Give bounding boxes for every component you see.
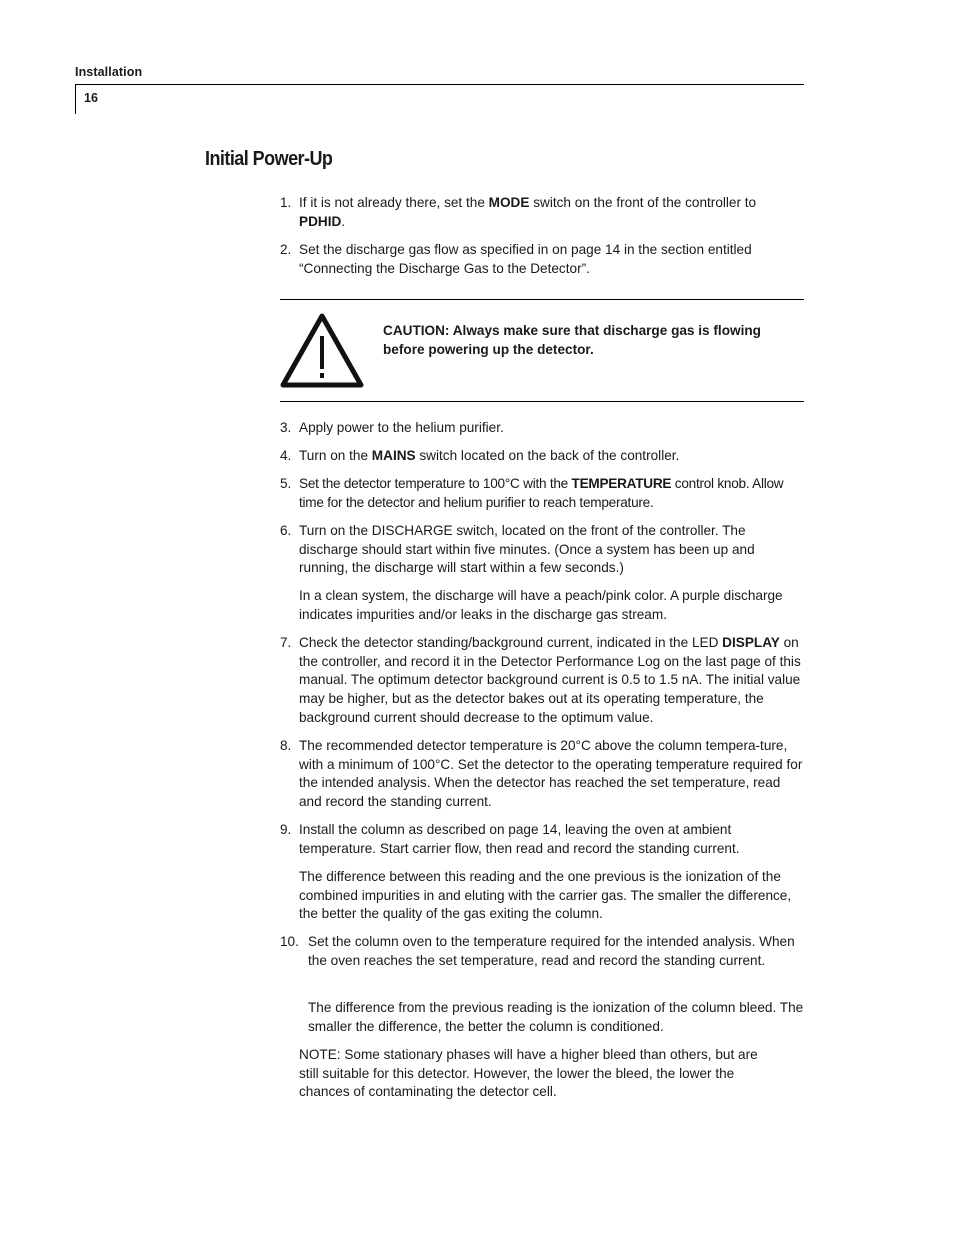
paragraph-impurities: The difference between this reading and the one previous is the ionization of the combined impurities in and eluting with the carrier gas. The smaller the difference, the better the quality of the gas exiting the column.	[299, 869, 792, 922]
list-text: Set the discharge gas flow as specified in on page 14 in the section entitled “Connecting the Discharge Gas to the Detector”.	[299, 242, 752, 276]
list-text: Turn on the DISCHARGE switch, located on the front of the controller. The discharge should start within five minutes. (Once a system has been up and running, the discharge will start within a few seconds.)	[299, 523, 755, 576]
list-text: If it is not already there, set the MODE switch on the front of the controller to PDHID.	[299, 195, 757, 229]
header-rule	[75, 84, 804, 85]
list-number: 9.	[280, 822, 292, 837]
list-text: Turn on the MAINS switch located on the back of the controller.	[299, 448, 680, 463]
list-text: Check the detector standing/background current, indicated in the LED DISPLAY on the controller, and record it in the Detector Performance Log on the last page of this manual. The optimum detector background current is 0.5 to 1.5 nA. The initial value may be higher, but as the detector bakes out at its operating temperature, the background current should decrease to the optimum value.	[299, 635, 801, 725]
list-number: 4.	[280, 448, 292, 463]
paragraph-column-bleed: The difference from the previous reading is the ionization of the column bleed. The smaller the difference, the better the column is conditioned.	[308, 1000, 804, 1034]
caution-bottom-rule	[280, 401, 804, 402]
list-text: The recommended detector temperature is 20°C above the column tempera-ture, with a minimum of 100°C. Set the detector to the operating temperature required for the intended analysis. When the detector has reached the set temperature, read and record the standing current.	[299, 738, 803, 810]
list-number: 7.	[280, 635, 292, 650]
running-header-section: Installation	[75, 65, 143, 79]
list-number: 6.	[280, 523, 292, 538]
page-number: 16	[84, 91, 98, 105]
list-number: 8.	[280, 738, 292, 753]
list-number: 1.	[280, 195, 292, 210]
paragraph-discharge-color: In a clean system, the discharge will have a peach/pink color. A purple discharge indicates impurities and/or leaks in the discharge gas stream.	[299, 588, 783, 622]
page-title: Initial Power-Up	[205, 148, 333, 170]
header-side-rule	[75, 84, 76, 114]
note-paragraph: NOTE: Some stationary phases will have a higher bleed than others, but are still suitable for this detector. However, the lower the bleed, the lower the chances of contaminating the detector cell.	[299, 1047, 758, 1100]
caution-top-rule	[280, 299, 804, 300]
list-text: Set the column oven to the temperature required for the intended analysis. When the oven reaches the set temperature, read and record the standing current.	[308, 934, 795, 968]
list-text: Install the column as described on page 14, leaving the oven at ambient temperature. Start carrier flow, then read and record the standing current.	[299, 822, 740, 856]
list-number: 3.	[280, 420, 292, 435]
caution-text: CAUTION: Always make sure that discharge gas is flowing before powering up the detector.	[383, 323, 761, 357]
list-number: 10.	[280, 934, 299, 949]
list-text: Set the detector temperature to 100°C with the TEMPERATURE control knob. Allow time for the detector and helium purifier to reach temperature.	[299, 476, 784, 510]
list-number: 2.	[280, 242, 292, 257]
list-number: 5.	[280, 476, 292, 491]
warning-triangle-icon	[280, 312, 364, 388]
list-text: Apply power to the helium purifier.	[299, 420, 504, 435]
